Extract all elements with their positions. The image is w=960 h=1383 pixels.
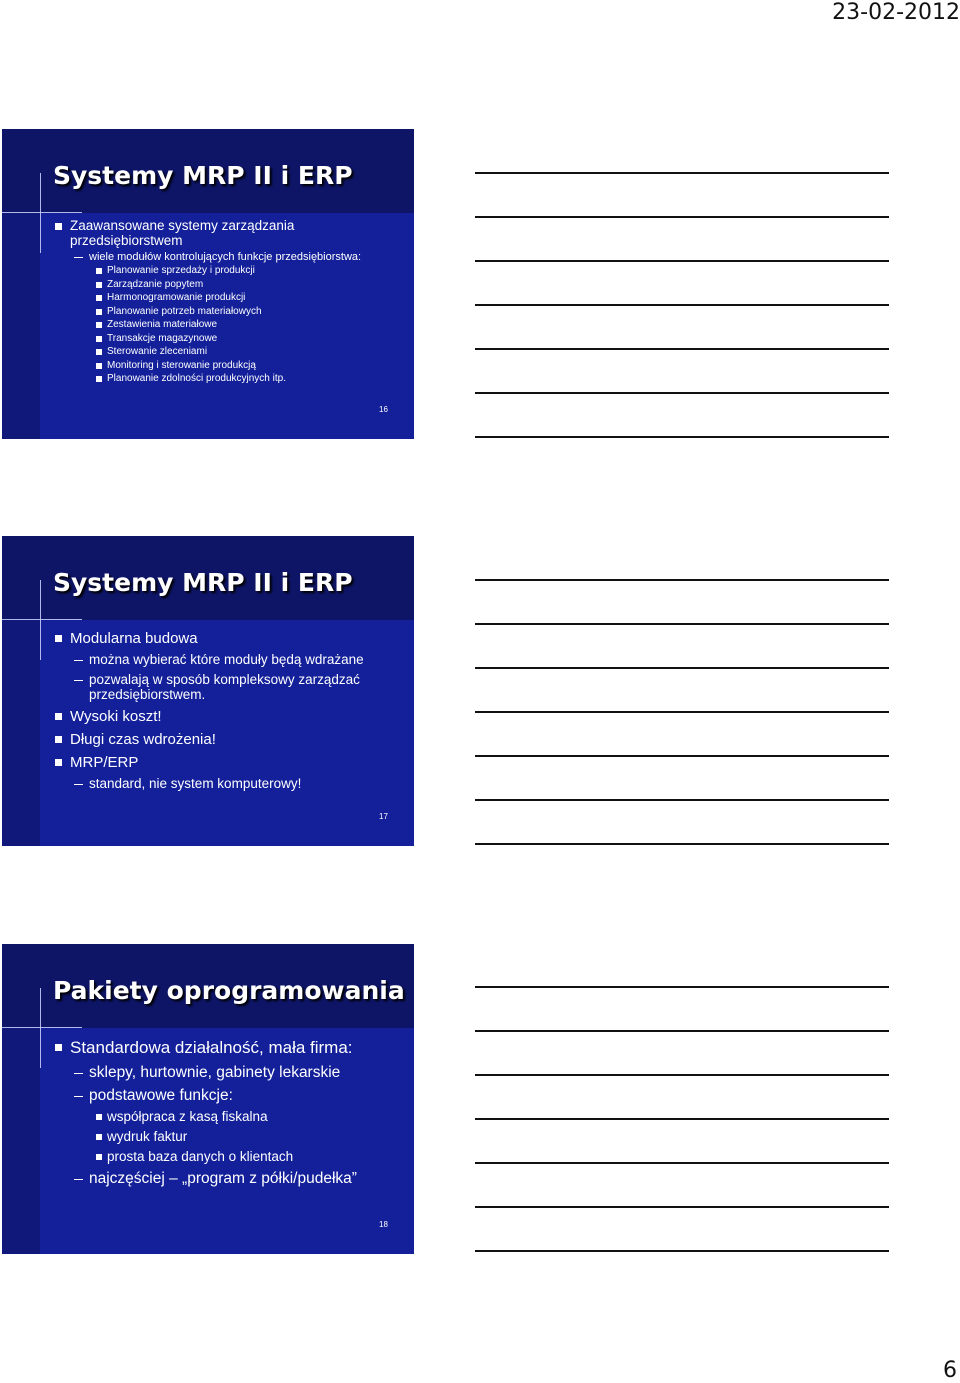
dash-bullet-icon [74, 257, 83, 258]
note-line [475, 1074, 889, 1076]
sub-item-text: przedsiębiorstwem. [89, 687, 206, 702]
bullet-text: Modularna budowa [70, 630, 198, 647]
square-bullet-icon [55, 759, 62, 766]
note-line [475, 1250, 889, 1252]
sub-item [54, 1061, 409, 1084]
dash-bullet-icon [74, 1073, 83, 1074]
sub-sub-item-text: Monitoring i sterowanie produkcją [107, 359, 256, 371]
decorative-crosshair-vertical [40, 988, 41, 1068]
note-line [475, 1030, 889, 1032]
bullet-text: Standardowa działalność, mała firma: [70, 1038, 353, 1057]
square-bullet-icon [96, 336, 102, 342]
decorative-crosshair-vertical [40, 580, 41, 660]
square-bullet-icon [96, 322, 102, 328]
slide-number: 16 [379, 405, 388, 414]
sub-sub-item [54, 372, 409, 386]
dash-bullet-icon [74, 1179, 83, 1180]
sub-item-text: najczęściej – „program z półki/pudełka” [89, 1170, 357, 1187]
note-line [475, 579, 889, 581]
page-number: 6 [943, 1358, 957, 1383]
sub-sub-item-text: Zarządzanie popytem [107, 278, 204, 290]
sub-item-text: wiele modułów kontrolujących funkcje przedsiębiorstwa: [89, 251, 362, 263]
slide-body [54, 1035, 409, 1190]
note-line [475, 755, 889, 757]
decorative-crosshair-horizontal [2, 1027, 82, 1028]
sub-sub-item [54, 1147, 409, 1167]
sub-sub-item [54, 359, 409, 373]
square-bullet-icon [55, 223, 62, 230]
slide-title: Systemy MRP II i ERP [53, 568, 353, 597]
square-bullet-icon [96, 309, 102, 315]
bullet-item [54, 728, 409, 751]
bullet-item [54, 705, 409, 728]
sub-sub-item-text: Planowanie sprzedaży i produkcji [107, 265, 255, 276]
dash-bullet-icon [74, 784, 83, 785]
sub-item-text: standard, nie system komputerowy! [89, 776, 302, 791]
sub-sub-item [54, 1107, 409, 1127]
slide-title: Pakiety oprogramowania [53, 976, 405, 1005]
slide-17 [2, 536, 414, 846]
slide-body [54, 218, 409, 386]
note-line [475, 216, 889, 218]
note-line [475, 711, 889, 713]
square-bullet-icon [55, 736, 62, 743]
bullet-text: przedsiębiorstwem [70, 233, 183, 248]
sub-item-continuation [54, 687, 409, 703]
sub-item-text: podstawowe funkcje: [89, 1087, 233, 1104]
sub-sub-item [54, 278, 409, 292]
print-date: 23-02-2012 [832, 0, 960, 25]
note-line [475, 348, 889, 350]
slide-16 [2, 129, 414, 439]
slide-number: 17 [379, 812, 388, 821]
sub-sub-item [54, 318, 409, 332]
square-bullet-icon [96, 349, 102, 355]
dash-bullet-icon [74, 680, 83, 681]
slide-body [54, 627, 409, 794]
slide-number: 18 [379, 1220, 388, 1229]
sub-item [54, 650, 409, 670]
square-bullet-icon [55, 1044, 62, 1051]
sub-sub-item-text: wydruk faktur [107, 1129, 188, 1144]
sub-sub-item-text: Planowanie zdolności produkcyjnych itp. [107, 373, 286, 384]
note-line [475, 799, 889, 801]
bullet-text: Długi czas wdrożenia! [70, 731, 216, 748]
note-line [475, 1118, 889, 1120]
note-line [475, 436, 889, 438]
dash-bullet-icon [74, 1096, 83, 1097]
bullet-item [54, 1035, 409, 1061]
sub-sub-item [54, 332, 409, 346]
decorative-crosshair-vertical [40, 173, 41, 253]
bullet-text: Wysoki koszt! [70, 708, 162, 725]
sub-sub-item [54, 305, 409, 319]
square-bullet-icon [55, 635, 62, 642]
bullet-text: Zaawansowane systemy zarządzania [70, 218, 295, 233]
square-bullet-icon [96, 376, 102, 382]
square-bullet-icon [96, 268, 102, 274]
note-line [475, 260, 889, 262]
bullet-item [54, 218, 409, 233]
note-line [475, 1162, 889, 1164]
square-bullet-icon [96, 282, 102, 288]
sub-item [54, 774, 409, 794]
sub-sub-item [54, 264, 409, 278]
sub-sub-item-text: Transakcje magazynowe [107, 332, 218, 344]
square-bullet-icon [96, 363, 102, 369]
square-bullet-icon [96, 295, 102, 301]
note-line [475, 667, 889, 669]
sub-item-text: można wybierać które moduły będą wdrażane [89, 652, 364, 667]
sub-item [54, 1084, 409, 1107]
bullet-item [54, 627, 409, 650]
sub-sub-item-text: współpraca z kasą fiskalna [107, 1109, 268, 1124]
note-line [475, 304, 889, 306]
sub-sub-item-text: Zestawienia materiałowe [107, 319, 218, 330]
sub-sub-item-text: Planowanie potrzeb materiałowych [107, 305, 262, 317]
sub-sub-item-text: Harmonogramowanie produkcji [107, 292, 246, 303]
decorative-crosshair-horizontal [2, 212, 82, 213]
slide-title: Systemy MRP II i ERP [53, 161, 353, 190]
dash-bullet-icon [74, 660, 83, 661]
note-line [475, 843, 889, 845]
note-line [475, 392, 889, 394]
bullet-item [54, 751, 409, 774]
slide-18 [2, 944, 414, 1254]
sub-sub-item [54, 291, 409, 305]
bullet-text: MRP/ERP [70, 754, 139, 771]
square-bullet-icon [96, 1114, 102, 1120]
sub-item-text: pozwalają w sposób kompleksowy zarządzać [89, 672, 360, 687]
square-bullet-icon [96, 1154, 102, 1160]
bullet-item-continuation [54, 233, 409, 248]
note-line [475, 986, 889, 988]
sub-sub-item-text: prosta baza danych o klientach [107, 1149, 294, 1164]
sub-item [54, 250, 409, 264]
square-bullet-icon [96, 1134, 102, 1140]
square-bullet-icon [55, 713, 62, 720]
sub-item [54, 1167, 409, 1190]
note-line [475, 623, 889, 625]
sub-sub-item [54, 345, 409, 359]
note-line [475, 172, 889, 174]
sub-item-text: sklepy, hurtownie, gabinety lekarskie [89, 1064, 341, 1081]
sub-sub-item [54, 1127, 409, 1147]
note-line [475, 1206, 889, 1208]
decorative-crosshair-horizontal [2, 619, 82, 620]
sub-sub-item-text: Sterowanie zleceniami [107, 346, 208, 357]
